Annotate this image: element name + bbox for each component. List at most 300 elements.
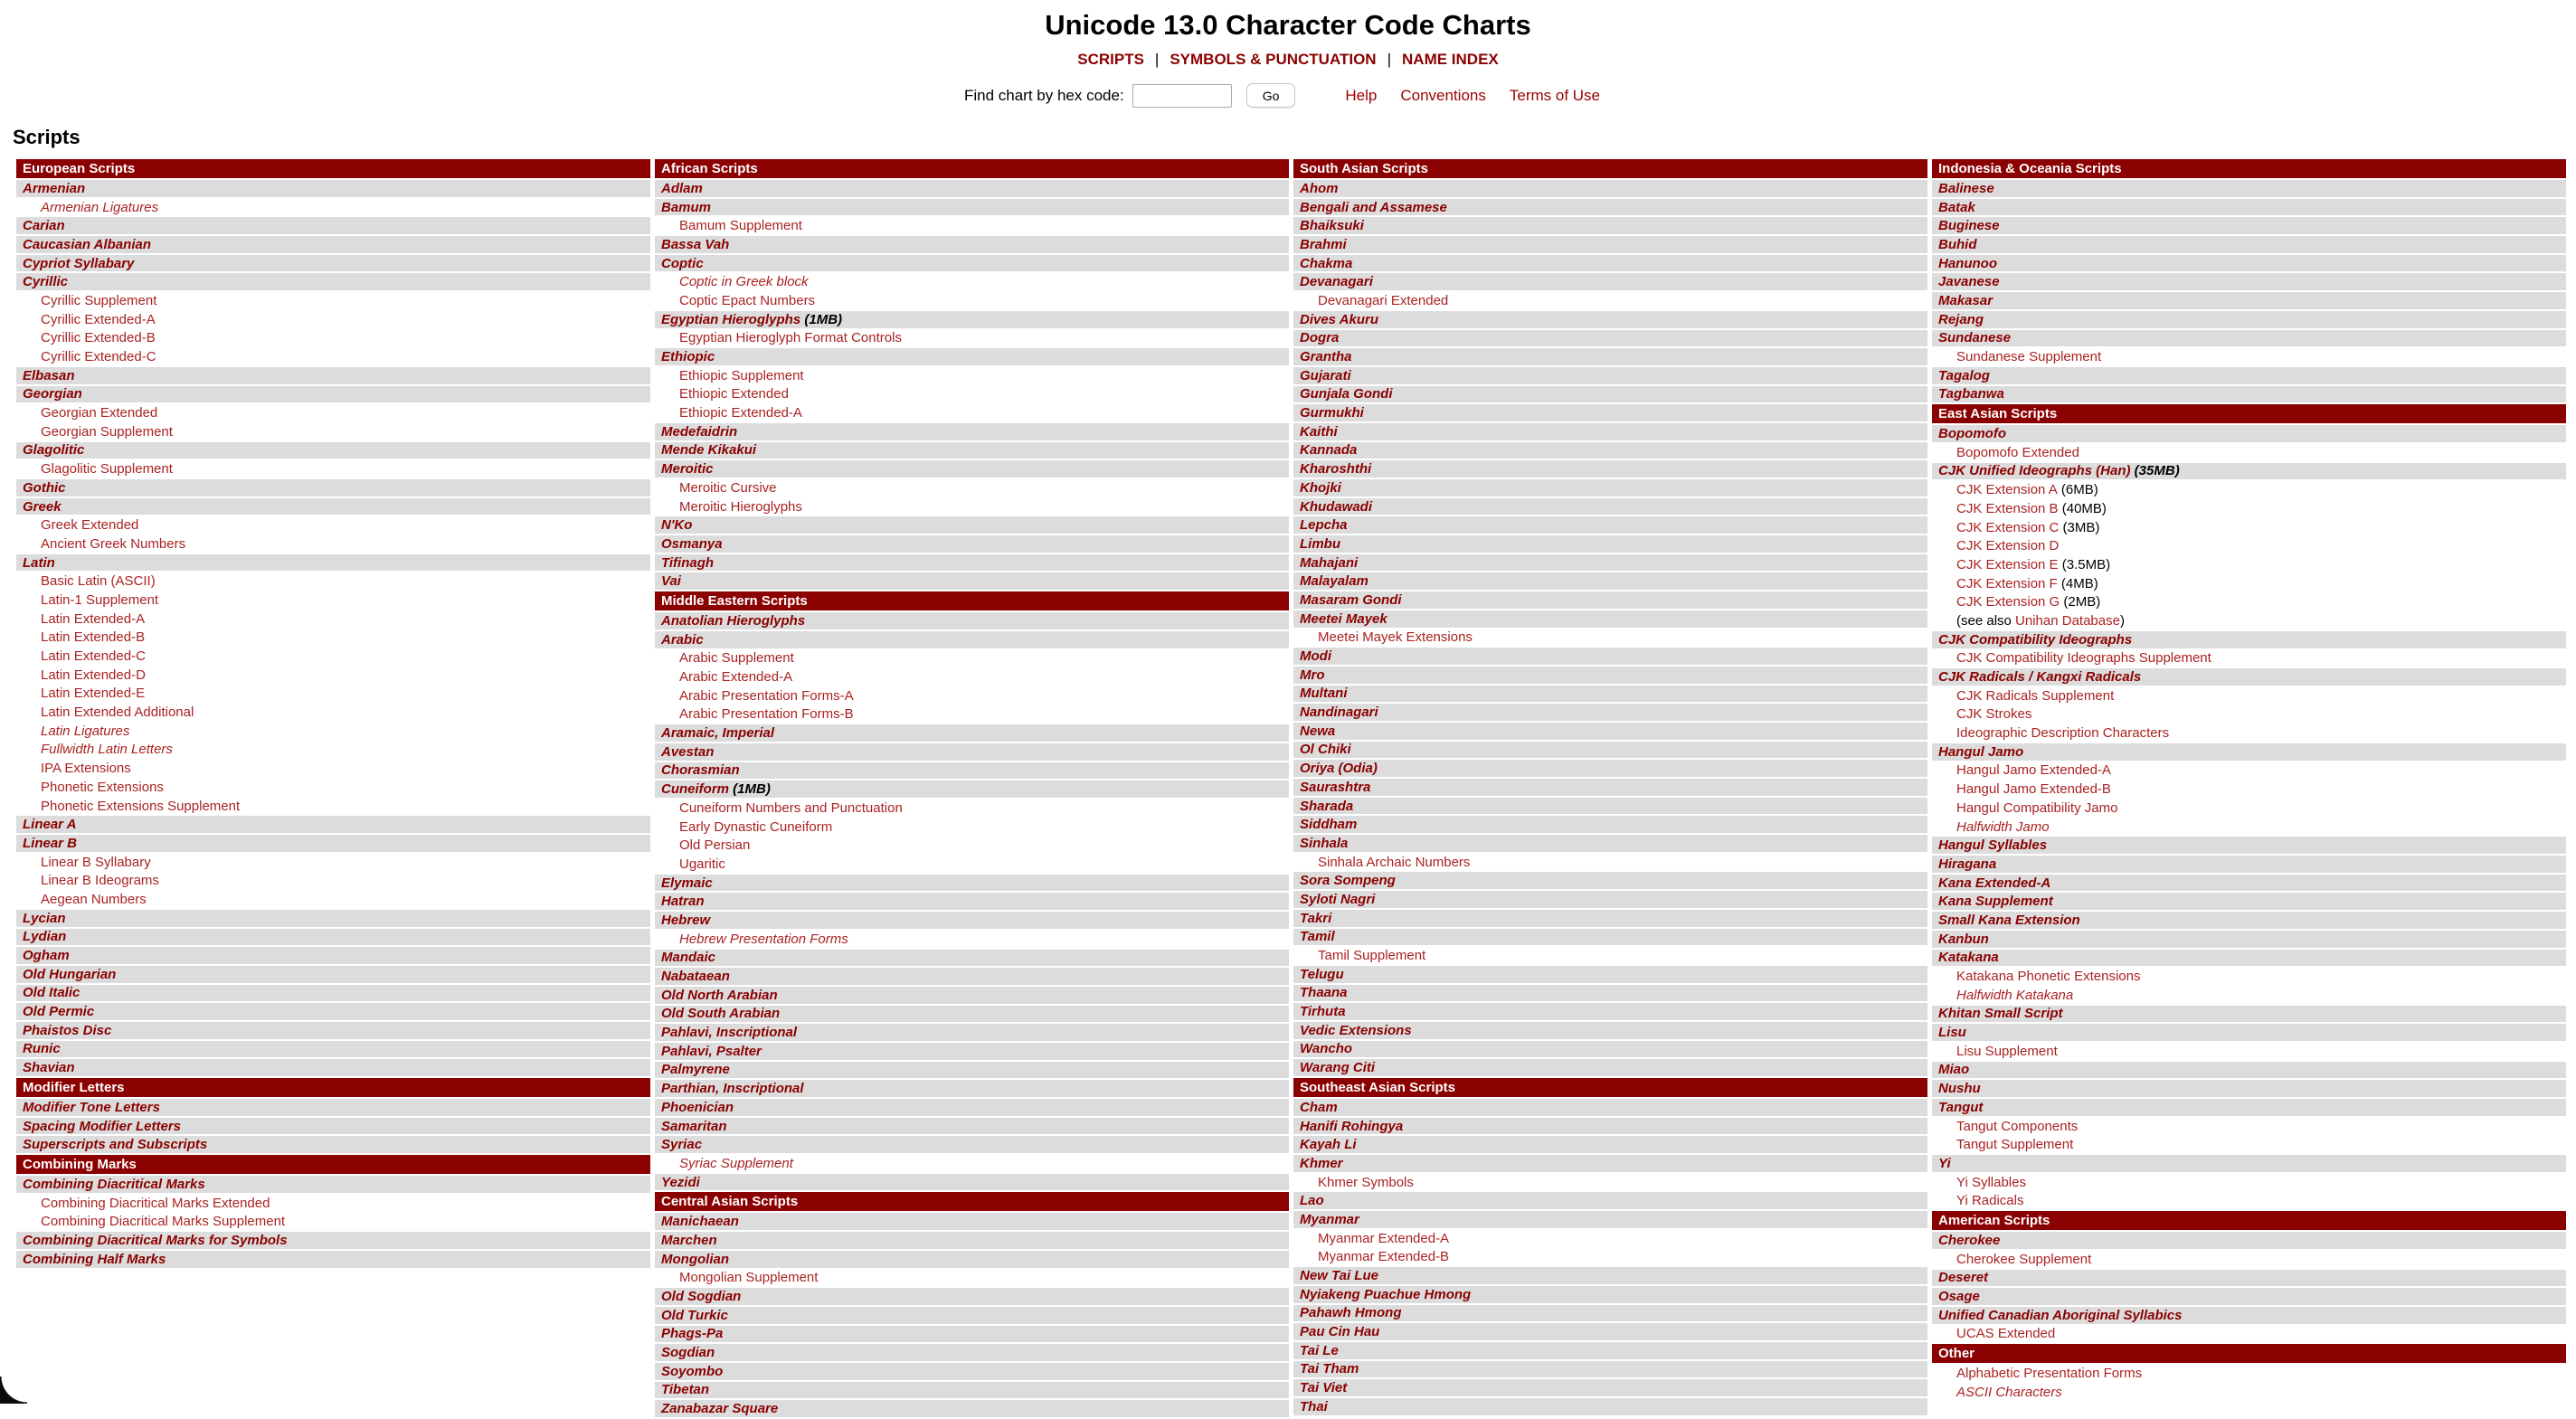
chart-link[interactable]: Elbasan: [23, 367, 75, 383]
chart-link[interactable]: Mandaic: [661, 950, 716, 966]
chart-link[interactable]: Aegean Numbers: [41, 891, 147, 907]
chart-link[interactable]: Anatolian Hieroglyphs: [661, 612, 806, 629]
chart-link[interactable]: Myanmar Extended-A: [1318, 1230, 1450, 1246]
chart-link[interactable]: Hangul Syllables: [1938, 837, 2048, 854]
chart-link[interactable]: Pahlavi, Psalter: [661, 1043, 762, 1059]
chart-link[interactable]: Chorasmian: [661, 762, 740, 779]
chart-link[interactable]: Batak: [1938, 199, 1975, 215]
chart-link[interactable]: Latin Extended-E: [41, 686, 146, 702]
chart-link[interactable]: Cham: [1300, 1099, 1338, 1115]
chart-link[interactable]: Tirhuta: [1300, 1004, 1346, 1020]
find-chart-label: Find chart by hex code:: [963, 86, 1124, 104]
chart-link[interactable]: Cyrillic Supplement: [41, 292, 157, 308]
chart-link[interactable]: Unihan Database: [2015, 612, 2120, 629]
chart-link[interactable]: Tangut Supplement: [1956, 1137, 2074, 1153]
chart-link[interactable]: Rejang: [1938, 311, 1984, 327]
chart-link[interactable]: Greek Extended: [41, 517, 139, 534]
chart-link[interactable]: CJK Extension C: [1956, 519, 2060, 535]
chart-link[interactable]: Chakma: [1300, 255, 1353, 271]
chart-link[interactable]: Small Kana Extension: [1938, 912, 2080, 928]
chart-link[interactable]: Combining Diacritical Marks Extended: [41, 1195, 270, 1211]
chart-link[interactable]: Pau Cin Hau: [1300, 1324, 1380, 1340]
chart-link[interactable]: Sinhala: [1300, 835, 1349, 851]
chart-link[interactable]: Meroitic Cursive: [679, 479, 777, 496]
table-row: [655, 535, 1289, 554]
chart-link[interactable]: Tai Le: [1300, 1342, 1339, 1358]
chart-link[interactable]: Multani: [1300, 686, 1348, 702]
chart-link[interactable]: Spacing Modifier Letters: [23, 1118, 182, 1134]
chart-link[interactable]: Arabic Presentation Forms-B: [679, 706, 854, 723]
header-links: [1333, 87, 1612, 105]
table-section-header: Combining Marks: [16, 1155, 650, 1176]
hex-code-input[interactable]: [1132, 84, 1232, 108]
chart-link[interactable]: Lepcha: [1300, 517, 1348, 534]
chart-link[interactable]: Cyrillic: [23, 274, 69, 290]
chart-link[interactable]: Kana Extended-A: [1938, 875, 2051, 891]
chart-link[interactable]: Syriac: [661, 1137, 703, 1153]
chart-link[interactable]: Ethiopic: [661, 349, 715, 365]
chart-link[interactable]: CJK Extension F: [1956, 575, 2058, 591]
chart-link[interactable]: Hangul Compatibility Jamo: [1956, 799, 2118, 816]
chart-link[interactable]: Cherokee Supplement: [1956, 1251, 2092, 1267]
chart-link[interactable]: Mro: [1300, 667, 1325, 683]
table-row: [1932, 311, 2566, 330]
chart-link[interactable]: Cyrillic Extended-C: [41, 349, 156, 365]
chart-link[interactable]: Latin Extended-D: [41, 667, 146, 683]
table-row: [16, 591, 650, 610]
table-row: [16, 1099, 650, 1118]
table-row: [655, 292, 1289, 311]
chart-link[interactable]: Khmer: [1300, 1155, 1343, 1171]
chart-link[interactable]: Buhid: [1938, 236, 1977, 252]
table-row: [655, 273, 1289, 292]
chart-link[interactable]: Osmanya: [661, 535, 723, 552]
chart-link[interactable]: Tibetan: [661, 1382, 710, 1398]
chart-link[interactable]: Latin Ligatures: [41, 723, 130, 739]
table-row: [1932, 743, 2566, 762]
chart-link[interactable]: Pahawh Hmong: [1300, 1305, 1402, 1321]
table-row: [1293, 1174, 1927, 1193]
chart-link[interactable]: Ethiopic Extended: [679, 386, 789, 402]
chart-link[interactable]: Saurashtra: [1300, 779, 1371, 795]
chart-link[interactable]: Balinese: [1938, 180, 1994, 196]
chart-link[interactable]: Phoenician: [661, 1099, 734, 1115]
table-row: [1293, 1230, 1927, 1249]
chart-link[interactable]: Tagbanwa: [1938, 386, 2004, 402]
chart-link[interactable]: Malayalam: [1300, 573, 1368, 590]
chart-link[interactable]: Kayah Li: [1300, 1137, 1357, 1153]
chart-link[interactable]: Modifier Tone Letters: [23, 1099, 160, 1115]
chart-link[interactable]: Vedic Extensions: [1300, 1022, 1412, 1038]
chart-link[interactable]: Latin Extended Additional: [41, 705, 194, 721]
chart-link[interactable]: Warang Citi: [1300, 1060, 1376, 1076]
chart-link[interactable]: Gurmukhi: [1300, 405, 1364, 421]
table-row: [655, 1363, 1289, 1382]
chart-link[interactable]: Superscripts and Subscripts: [23, 1137, 208, 1153]
chart-link[interactable]: Combining Diacritical Marks: [23, 1176, 205, 1192]
table-row: [655, 404, 1289, 423]
table-row: [655, 724, 1289, 743]
chart-link[interactable]: Kaithi: [1300, 423, 1338, 440]
chart-link[interactable]: Lycian: [23, 910, 66, 926]
chart-link[interactable]: Georgian Supplement: [41, 423, 173, 440]
table-row: [655, 1307, 1289, 1326]
chart-link[interactable]: Old Persian: [679, 837, 751, 854]
chart-link[interactable]: Arabic Supplement: [679, 650, 794, 667]
chart-link[interactable]: Nandinagari: [1300, 705, 1378, 721]
chart-link[interactable]: Nyiakeng Puachue Hmong: [1300, 1286, 1472, 1302]
chart-link[interactable]: Coptic: [661, 255, 704, 271]
chart-link[interactable]: Tai Tham: [1300, 1361, 1359, 1377]
table-row: [1293, 1022, 1927, 1041]
chart-link[interactable]: Alphabetic Presentation Forms: [1956, 1366, 2143, 1382]
chart-link[interactable]: Armenian: [23, 180, 86, 196]
chart-link[interactable]: Deseret: [1938, 1270, 1989, 1286]
chart-link[interactable]: Khojki: [1300, 479, 1341, 496]
chart-link[interactable]: Zanabazar Square: [661, 1401, 779, 1417]
chart-link[interactable]: Ol Chiki: [1300, 742, 1351, 758]
chart-link[interactable]: Latin Extended-A: [41, 610, 146, 627]
script-table: [1932, 1211, 2566, 1344]
chart-link[interactable]: Sharada: [1300, 798, 1354, 814]
chart-link[interactable]: UCAS Extended: [1956, 1326, 2056, 1342]
chart-link[interactable]: Hebrew Presentation Forms: [679, 931, 848, 947]
table-row: [655, 1270, 1289, 1289]
chart-link[interactable]: Osage: [1938, 1289, 1980, 1305]
table-row: [1293, 311, 1927, 330]
chart-link[interactable]: Soyombo: [661, 1363, 724, 1379]
chart-link[interactable]: Samaritan: [661, 1118, 727, 1134]
chart-link[interactable]: Tamil: [1300, 929, 1335, 945]
chart-link[interactable]: Bassa Vah: [661, 236, 730, 252]
chart-link[interactable]: Katakana: [1938, 950, 1999, 966]
chart-link[interactable]: Marchen: [661, 1232, 717, 1248]
chart-link[interactable]: Medefaidrin: [661, 423, 738, 440]
chart-link[interactable]: Masaram Gondi: [1300, 591, 1402, 608]
chart-link[interactable]: Basic Latin (ASCII): [41, 573, 156, 590]
chart-link[interactable]: Greek: [23, 498, 62, 515]
chart-link[interactable]: Coptic Epact Numbers: [679, 292, 816, 308]
chart-link[interactable]: Old North Arabian: [661, 987, 778, 1003]
chart-link[interactable]: Meetei Mayek: [1300, 610, 1387, 627]
chart-link[interactable]: Adlam: [661, 180, 703, 196]
chart-link[interactable]: Meroitic Hieroglyphs: [679, 498, 802, 515]
chart-link[interactable]: Mongolian: [661, 1251, 729, 1267]
chart-link[interactable]: Bamum: [661, 199, 712, 215]
table-row: [655, 912, 1289, 931]
chart-link[interactable]: CJK Unified Ideographs (Han): [1938, 463, 2131, 479]
chart-link[interactable]: Old Sogdian: [661, 1289, 742, 1305]
chart-link[interactable]: Syloti Nagri: [1300, 891, 1376, 907]
chart-link[interactable]: Glagolitic: [23, 442, 85, 459]
chart-link[interactable]: Takri: [1300, 910, 1332, 926]
chart-link[interactable]: CJK Strokes: [1956, 706, 2032, 723]
nav-link-scripts[interactable]: SCRIPTS: [1077, 51, 1144, 68]
chart-link[interactable]: Hebrew: [661, 912, 711, 928]
script-table: [16, 1078, 650, 1155]
table-row: [16, 966, 650, 985]
chart-link[interactable]: Unified Canadian Aboriginal Syllabics: [1938, 1307, 2183, 1323]
chart-link[interactable]: Miao: [1938, 1062, 1970, 1078]
chart-link[interactable]: Devanagari: [1300, 274, 1373, 290]
table-row: [655, 1099, 1289, 1118]
chart-link[interactable]: Lydian: [23, 929, 67, 945]
chart-link[interactable]: Javanese: [1938, 274, 2000, 290]
chart-link[interactable]: Hangul Jamo Extended-A: [1956, 762, 2111, 779]
chart-link[interactable]: Aramaic, Imperial: [661, 725, 775, 742]
table-row: [1932, 199, 2566, 218]
go-button[interactable]: Go: [1246, 83, 1296, 108]
chart-link[interactable]: Mongolian Supplement: [679, 1270, 819, 1286]
chart-link[interactable]: Modi: [1300, 648, 1331, 665]
table-row: [1293, 1323, 1927, 1342]
chart-link[interactable]: Khmer Symbols: [1318, 1174, 1414, 1190]
chart-link[interactable]: CJK Radicals / Kangxi Radicals: [1938, 669, 2142, 686]
table-row: [16, 442, 650, 461]
table-row: [655, 1326, 1289, 1345]
table-row: [1293, 1249, 1927, 1268]
chart-link[interactable]: Hangul Jamo: [1938, 743, 2024, 760]
chart-link[interactable]: Old South Arabian: [661, 1006, 781, 1022]
chart-link[interactable]: Lisu: [1938, 1025, 1966, 1041]
chart-link[interactable]: Tangut: [1938, 1099, 1984, 1115]
chart-link[interactable]: CJK Extension G: [1956, 594, 2060, 610]
chart-link[interactable]: Cyrillic Extended-B: [41, 330, 156, 346]
chart-link[interactable]: Coptic in Greek block: [679, 274, 809, 290]
chart-link[interactable]: Glagolitic Supplement: [41, 461, 173, 478]
table-row: [1932, 837, 2566, 856]
chart-link[interactable]: Syriac Supplement: [679, 1155, 793, 1171]
chart-link[interactable]: Phonetic Extensions Supplement: [41, 798, 241, 814]
chart-link[interactable]: Caucasian Albanian: [23, 236, 151, 252]
chart-link[interactable]: Makasar: [1938, 292, 1994, 308]
chart-link[interactable]: Vai: [661, 573, 681, 590]
chart-link[interactable]: Linear A: [23, 817, 77, 833]
table-row: [16, 1251, 650, 1270]
chart-link[interactable]: Devanagari Extended: [1318, 292, 1449, 308]
table-row: [1293, 798, 1927, 817]
chart-link[interactable]: Halfwidth Katakana: [1956, 987, 2074, 1003]
chart-link[interactable]: Arabic Extended-A: [679, 669, 793, 686]
chart-link[interactable]: Kanbun: [1938, 931, 1989, 947]
header-link-terms-of-use[interactable]: Terms of Use: [1509, 86, 1601, 104]
chart-link[interactable]: Bamum Supplement: [679, 218, 802, 234]
chart-link[interactable]: Latin Extended-B: [41, 629, 146, 646]
chart-link[interactable]: Brahmi: [1300, 236, 1347, 252]
chart-link[interactable]: Mende Kikakui: [661, 442, 757, 459]
table-row: [1932, 1136, 2566, 1155]
chart-link[interactable]: Ethiopic Extended-A: [679, 405, 802, 421]
chart-link[interactable]: Ethiopic Supplement: [679, 367, 804, 383]
chart-link[interactable]: Dives Akuru: [1300, 311, 1378, 327]
chart-link[interactable]: Yezidi: [661, 1174, 700, 1190]
chart-link[interactable]: Runic: [23, 1041, 61, 1057]
chart-link[interactable]: Avestan: [661, 743, 715, 760]
chart-link[interactable]: Ogham: [23, 948, 70, 964]
chart-link[interactable]: Armenian Ligatures: [41, 199, 159, 215]
chart-link[interactable]: Sundanese Supplement: [1956, 349, 2102, 365]
chart-link[interactable]: Gothic: [23, 479, 66, 496]
chart-link[interactable]: Mahajani: [1300, 554, 1359, 571]
chart-link[interactable]: Sogdian: [661, 1345, 715, 1361]
chart-link[interactable]: CJK Radicals Supplement: [1956, 687, 2115, 704]
chart-link[interactable]: Nushu: [1938, 1081, 1981, 1097]
chart-link[interactable]: Elymaic: [661, 875, 713, 891]
chart-link[interactable]: Tai Viet: [1300, 1380, 1348, 1396]
chart-link[interactable]: Bengali and Assamese: [1300, 199, 1447, 215]
chart-link[interactable]: Tifinagh: [661, 554, 715, 571]
chart-link[interactable]: Phaistos Disc: [23, 1022, 112, 1038]
chart-link[interactable]: Ideographic Description Characters: [1956, 725, 2170, 742]
chart-link[interactable]: Lisu Supplement: [1956, 1043, 2058, 1059]
chart-link[interactable]: Myanmar: [1300, 1211, 1359, 1227]
chart-link[interactable]: Carian: [23, 218, 65, 234]
chart-link[interactable]: Egyptian Hieroglyph Format Controls: [679, 330, 902, 346]
chart-link[interactable]: Cypriot Syllabary: [23, 255, 135, 271]
chart-link[interactable]: Siddham: [1300, 817, 1358, 833]
chart-link[interactable]: Latin-1 Supplement: [41, 591, 159, 608]
chart-link[interactable]: Cuneiform Numbers and Punctuation: [679, 799, 903, 816]
table-row: [1932, 425, 2566, 444]
chart-link[interactable]: Fullwidth Latin Letters: [41, 742, 173, 758]
chart-link[interactable]: Arabic: [661, 631, 704, 648]
chart-link[interactable]: Combining Diacritical Marks for Symbols: [23, 1232, 288, 1248]
table-row: [16, 554, 650, 573]
chart-link[interactable]: Hiragana: [1938, 856, 1997, 872]
header-link-help[interactable]: Help: [1345, 86, 1378, 104]
table-section-header: East Asian Scripts: [1932, 404, 2566, 425]
chart-link[interactable]: Tangut Components: [1956, 1118, 2079, 1134]
nav-link-name-index[interactable]: NAME INDEX: [1402, 51, 1499, 68]
chart-link[interactable]: Combining Half Marks: [23, 1251, 166, 1267]
chart-link[interactable]: Grantha: [1300, 349, 1352, 365]
table-row: [1293, 348, 1927, 367]
header-link-conventions[interactable]: Conventions: [1400, 86, 1486, 104]
chart-link[interactable]: Bopomofo: [1938, 426, 2006, 442]
table-row: [655, 799, 1289, 818]
chart-link[interactable]: Manichaean: [661, 1214, 739, 1230]
chart-link[interactable]: CJK Extension E: [1956, 556, 2059, 572]
chart-link[interactable]: Linear B Ideograms: [41, 873, 159, 889]
chart-link[interactable]: ASCII Characters: [1956, 1384, 2062, 1400]
chart-link[interactable]: Bopomofo Extended: [1956, 444, 2079, 460]
chart-link[interactable]: Pahlavi, Inscriptional: [661, 1025, 798, 1041]
chart-link[interactable]: Old Italic: [23, 985, 80, 1001]
chart-link[interactable]: Wancho: [1300, 1041, 1353, 1057]
chart-link[interactable]: Sora Sompeng: [1300, 873, 1396, 889]
chart-link[interactable]: Hatran: [661, 894, 705, 910]
chart-link[interactable]: CJK Compatibility Ideographs: [1938, 631, 2133, 648]
chart-link[interactable]: Newa: [1300, 723, 1336, 739]
chart-link[interactable]: Buginese: [1938, 218, 2000, 234]
chart-link[interactable]: Thaana: [1300, 985, 1348, 1001]
chart-link[interactable]: Limbu: [1300, 535, 1340, 552]
chart-link[interactable]: Palmyrene: [661, 1062, 730, 1078]
table-row: [1932, 236, 2566, 255]
chart-link[interactable]: Hangul Jamo Extended-B: [1956, 781, 2111, 798]
chart-link[interactable]: Cherokee: [1938, 1232, 2001, 1248]
chart-link[interactable]: Parthian, Inscriptional: [661, 1081, 804, 1097]
chart-link[interactable]: Ugaritic: [679, 856, 725, 872]
chart-link[interactable]: Oriya (Odia): [1300, 761, 1378, 777]
chart-link[interactable]: Cyrillic Extended-A: [41, 311, 156, 327]
chart-link[interactable]: Hanunoo: [1938, 255, 1997, 271]
table-row: [1293, 423, 1927, 442]
chart-link[interactable]: Early Dynastic Cuneiform: [679, 818, 833, 835]
chart-link[interactable]: CJK Extension D: [1956, 538, 2060, 554]
chart-link[interactable]: Telugu: [1300, 966, 1344, 982]
chart-link[interactable]: Cuneiform: [661, 781, 729, 798]
chart-link[interactable]: Kannada: [1300, 442, 1358, 459]
chart-link[interactable]: Hanifi Rohingya: [1300, 1118, 1404, 1134]
chart-link[interactable]: Ahom: [1300, 180, 1339, 196]
chart-link[interactable]: N'Ko: [661, 517, 693, 534]
chart-link[interactable]: CJK Compatibility Ideographs Supplement: [1956, 650, 2211, 667]
chart-link[interactable]: Tagalog: [1938, 367, 1990, 383]
chart-link[interactable]: Old Hungarian: [23, 966, 117, 982]
chart-link[interactable]: Meetei Mayek Extensions: [1318, 629, 1473, 646]
chart-link[interactable]: Bhaiksuki: [1300, 218, 1364, 234]
chart-link[interactable]: Phags-Pa: [661, 1326, 724, 1342]
chart-link[interactable]: Old Permic: [23, 1004, 95, 1020]
nav-separator: |: [1154, 51, 1160, 68]
chart-link[interactable]: Lao: [1300, 1193, 1324, 1209]
chart-link[interactable]: Arabic Presentation Forms-A: [679, 687, 854, 704]
chart-link[interactable]: Georgian: [23, 386, 82, 402]
chart-link[interactable]: Kharoshthi: [1300, 461, 1372, 478]
chart-link[interactable]: New Tai Lue: [1300, 1268, 1378, 1284]
chart-link[interactable]: Sundanese: [1938, 330, 2012, 346]
chart-link[interactable]: Myanmar Extended-B: [1318, 1249, 1450, 1265]
table-row: [1293, 1059, 1927, 1078]
table-row: [655, 180, 1289, 199]
chart-link[interactable]: Khitan Small Script: [1938, 1006, 2063, 1022]
chart-link[interactable]: Kana Supplement: [1938, 894, 2053, 910]
row-suffix: (40MB): [2058, 500, 2107, 516]
chart-link[interactable]: Phonetic Extensions: [41, 779, 164, 795]
chart-link[interactable]: Dogra: [1300, 330, 1340, 346]
screen-corner: [0, 1376, 27, 1404]
chart-link[interactable]: Yi Radicals: [1956, 1193, 2024, 1209]
chart-link[interactable]: Latin Extended-C: [41, 648, 146, 665]
nav-link-symbols-punctuation[interactable]: SYMBOLS & PUNCTUATION: [1170, 51, 1377, 68]
chart-link[interactable]: Khudawadi: [1300, 498, 1373, 515]
chart-link[interactable]: Sinhala Archaic Numbers: [1318, 854, 1471, 870]
table-row: [16, 348, 650, 367]
chart-link[interactable]: Egyptian Hieroglyphs: [661, 311, 801, 327]
chart-link[interactable]: Thai: [1300, 1398, 1328, 1414]
chart-link[interactable]: Nabataean: [661, 969, 730, 985]
chart-link[interactable]: Linear B Syllabary: [41, 854, 151, 870]
chart-link[interactable]: Georgian Extended: [41, 405, 158, 421]
table-row: [1293, 367, 1927, 386]
chart-link[interactable]: Yi Syllables: [1956, 1174, 2026, 1190]
chart-link[interactable]: Shavian: [23, 1060, 75, 1076]
chart-link[interactable]: Old Turkic: [661, 1307, 728, 1323]
row-suffix: (3MB): [2059, 519, 2100, 535]
table-row: [1932, 1270, 2566, 1289]
chart-link[interactable]: Gujarati: [1300, 367, 1351, 383]
chart-link[interactable]: Katakana Phonetic Extensions: [1956, 969, 2141, 985]
chart-link[interactable]: Halfwidth Jamo: [1956, 818, 2050, 835]
chart-link[interactable]: Ancient Greek Numbers: [41, 535, 186, 552]
chart-link[interactable]: CJK Extension B: [1956, 500, 2059, 516]
chart-link[interactable]: Combining Diacritical Marks Supplement: [41, 1214, 286, 1230]
chart-link[interactable]: CJK Extension A: [1956, 482, 2058, 498]
chart-link[interactable]: IPA Extensions: [41, 761, 131, 777]
chart-link[interactable]: Gunjala Gondi: [1300, 386, 1393, 402]
chart-link[interactable]: Tamil Supplement: [1318, 948, 1426, 964]
